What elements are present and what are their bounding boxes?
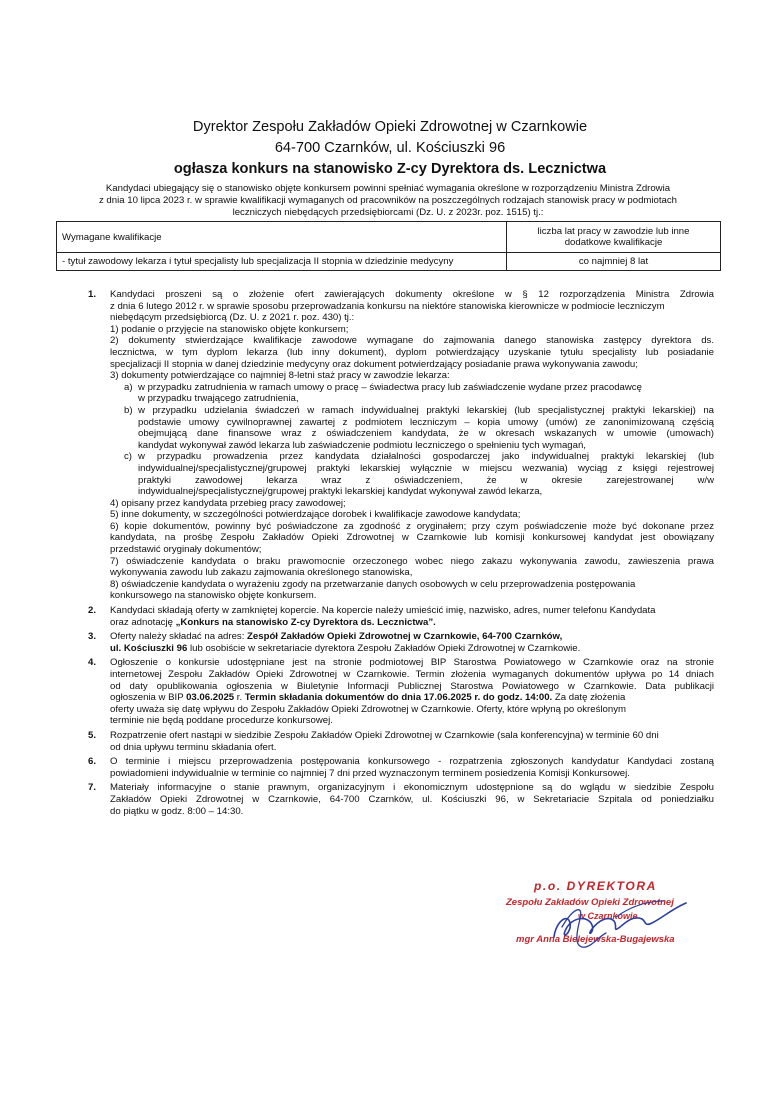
item-text: 7) oświadczenie kandydata o braku prawomocnie orzeczonego wobec niego zakazu wykonywania zawodu, zawieszenia prawa — [110, 555, 714, 567]
intro-paragraph — [60, 183, 716, 218]
item-text: 3) dokumenty potwierdzające co najmniej 8-letni staż pracy w zawodzie lekarza: — [110, 370, 450, 382]
item-text: do piątku w godz. 8:00 – 14:30. — [110, 805, 244, 817]
item-text: Ogłoszenie o konkursie udostępniane jest na stronie podmiotowej BIP Starostwa Powiatowego w Czarnkowie oraz na stronie — [110, 657, 714, 669]
sub-item-letter: a) — [124, 381, 133, 393]
item-text: z dnia 6 lutego 2012 r. w sprawie sposobu przeprowadzania konkursu na niektóre stanowiska kierownicze w podmiocie leczniczym — [110, 300, 665, 312]
item-text: indywidualnej/specjalistycznej/grupowej praktyki lekarskiej kandydat wykonywał zawód lekarza, — [138, 486, 543, 498]
item-text-bold: 03.06.2025 — [186, 692, 235, 704]
sub-item-letter: b) — [124, 404, 133, 416]
list-item — [88, 657, 714, 727]
item-text: Kandydaci proszeni są o złożenie ofert zawierających dokumenty określone w § 12 rozporządzenia Ministra Zdrowia — [110, 289, 714, 300]
item-text: wykonywania zawodu lub zakazu zajmowania określonego stanowiska, — [110, 567, 413, 579]
item-text: 5) inne dokumenty, w szczególności potwierdzające dorobek i kwalifikacje zawodowe kandydata; — [110, 509, 521, 521]
item-number: 4. — [88, 657, 97, 669]
item-text: przedstawić oryginały dokumentów; — [110, 544, 262, 556]
list-item — [88, 605, 714, 628]
stamp-institution: Zespołu Zakładów Opieki Zdrowotnej — [506, 897, 674, 908]
header-line-address: 64-700 Czarnków, ul. Kościuszki 96 — [274, 140, 506, 156]
list-item — [88, 730, 714, 753]
sub-item-b — [110, 405, 714, 451]
list-item — [88, 631, 714, 654]
item-text-bold: Zespół Zakładów Opieki Zdrowotnej w Czarnkowie, 64-700 Czarnków, — [247, 631, 563, 643]
item-number: 1. — [88, 289, 97, 300]
stamp-title: p.o. DYREKTORA — [534, 879, 657, 893]
item-text: 8) oświadczenie kandydata o wyrażeniu zgody na przetwarzanie danych osobowych w celu przeprowadzenia postępowania — [110, 578, 636, 590]
item-text: Materiały informacyjne o stanie prawnym, organizacyjnym i ekonomicznym udostępnione są do wglądu w siedzibie Zespołu — [110, 782, 714, 794]
list-item — [88, 289, 714, 602]
item-text: ogłoszenia w BIP — [110, 692, 187, 704]
item-text: od daty opublikowania ogłoszenia w Biuletynie Informacji Publicznej Starostwa Powiatowego w Czarnkowie. Data publikacji — [110, 680, 714, 692]
table-header-years-line: dodatkowe kwalifikacje — [564, 237, 663, 248]
stamp-city: w Czarnkowie — [578, 911, 638, 921]
item-text: od dnia upływu terminu składania ofert. — [110, 741, 277, 753]
requirements-table — [56, 221, 721, 271]
item-text: w przypadku trwającego zatrudnienia, — [138, 393, 299, 405]
item-text: Zakładów Opieki Zdrowotnej w Czarnkowie, 64-700 Czarnków, ul. Kościuszki 96, w Sekretariacie Szpitala od poniedziałku — [110, 793, 714, 805]
table-cell-qualification: - tytuł zawodowy lekarza i tytuł specjalisty lub specjalizacja II stopnia w dziedzinie medycyny — [57, 253, 507, 271]
item-number: 5. — [88, 729, 97, 741]
item-text: 6) kopie dokumentów, powinny być poświadczone za zgodność z oryginałem; przy czym poświadczenie może być dokonane przez — [110, 520, 714, 532]
item-number: 2. — [88, 605, 97, 617]
item-text: kandydata, na prośbę Zespołu Zakładów Opieki Zdrowotnej w Czarnkowie lub komisji konkursowej kandydat jest obowiązany — [110, 532, 714, 544]
item-text: powiadomieni indywidualnie w terminie co najmniej 7 dni przed wyznaczonym terminem posiedzenia Komisji Konkursowej. — [110, 767, 630, 779]
sub-item-a — [110, 382, 714, 405]
item-number: 3. — [88, 631, 97, 643]
item-text: Rozpatrzenie ofert nastąpi w siedzibie Zespołu Zakładów Opieki Zdrowotnej w Czarnkowie (sala konferencyjna) w terminie 60 dni — [110, 729, 659, 741]
document-header — [110, 117, 670, 180]
item-text: niebędącym przedsiębiorcą (Dz. U. z 2021 r. poz. 430) tj.: — [110, 312, 355, 324]
header-line-announcement: ogłasza konkurs na stanowisko Z-cy Dyrektora ds. Lecznictwa — [173, 161, 607, 177]
item-number: 6. — [88, 756, 97, 768]
item-text: O terminie i miejscu przeprowadzenia postępowania konkursowego - rozpatrzenia zgłoszonych kandydatur Kandydaci zostaną — [110, 756, 714, 768]
item-text: 1) podanie o przyjęcie na stanowisko objęte konkursem; — [110, 323, 349, 335]
list-item — [88, 782, 714, 817]
item-text: w przypadku prowadzenia przez kandydata działalności gospodarczej jako indywidualnej praktyki lekarskiej (lub — [138, 451, 714, 463]
numbered-list — [88, 289, 714, 820]
stamp-name: mgr Anna Bielejewska-Bugajewska — [516, 934, 675, 945]
table-header-years-line: liczba lat pracy w zawodzie lub inne — [537, 225, 690, 237]
item-text: Oferty należy składać na adres: — [110, 631, 248, 643]
table-row — [57, 253, 721, 271]
item-text: 4) opisany przez kandydata przebieg pracy zawodowej; — [110, 497, 346, 509]
item-text: praktyki zawodowej lekarza wraz z oświadczeniem, że w okresie zarejestrowanej w/w — [138, 474, 714, 486]
header-line-director: Dyrektor Zespołu Zakładów Opieki Zdrowotnej w Czarnkowie — [192, 119, 588, 135]
item-text: obejmującą dane finansowe wraz z oświadczeniem kandydata, że w okresach wskazanych w umowie (umowach) — [138, 428, 714, 440]
item-text-bold: „Konkurs na stanowisko Z-cy Dyrektora ds. Lecznictwa”. — [175, 616, 436, 628]
item-text: Za datę złożenia — [552, 692, 626, 704]
table-header-row — [57, 222, 721, 253]
intro-line: leczniczych niebędących przedsiębiorcami (Dz. U. z 2023r. poz. 1515) tj.: — [232, 206, 544, 218]
item-text: oferty uważa się datę wpływu do Zespołu Zakładów Opieki Zdrowotnej w Czarnkowie. Oferty, które wpłyną po określonym — [110, 703, 626, 715]
list-item — [88, 756, 714, 779]
item-text: indywidualnej/specjalistycznej/grupowej praktyki lekarskiej wyłącznie w miejscu wezwania) wyciąg z księgi rejestrowej — [138, 462, 714, 474]
item-text: oraz adnotację — [110, 616, 176, 628]
intro-line: z dnia 10 lipca 2023 r. w sprawie kwalifikacji wymaganych od pracowników na poszczególnych rodzajach stanowisk pracy w podmiotach — [98, 194, 678, 206]
item-text: konkursowego na stanowisko objęte konkursem. — [110, 590, 317, 602]
item-text: specjalizacji II stopnia w danej dziedzinie medycyny oraz dokument potwierdzający posiadanie prawa wykonywania zawodu; — [110, 358, 638, 370]
item-text: lub osobiście w sekretariacie dyrektora Zespołu Zakładów Opieki Zdrowotnej w Czarnkowie. — [187, 642, 581, 654]
item-text: kandydat wykonywał zawód lekarza lub zaświadczenie podmiotu leczniczego o spełnieniu tych wymagań, — [138, 439, 586, 451]
item-text: w przypadku udzielania świadczeń w ramach indywidualnej praktyki lekarskiej (lub specjalistycznej praktyki lekarskiej) na — [138, 404, 714, 416]
sub-item-letter: c) — [124, 451, 132, 463]
item-text: internetowej Zespołu Zakładów Opieki Zdrowotnej w Czarnkowie. Termin złożenia wymaganych dokumentów upływa po 14 dniach — [110, 669, 714, 680]
item-text: w przypadku zatrudnienia w ramach umowy o pracę – świadectwa pracy lub zaświadczenie wydane przez pracodawcę — [138, 381, 642, 393]
item-text-bold: Termin składania dokumentów do dnia 17.06.2025 r. do godz. 14:00. — [244, 692, 553, 704]
item-text: terminie nie będą poddane procedurze konkursowej. — [110, 715, 333, 727]
item-text: Kandydaci składają oferty w zamkniętej kopercie. Na kopercie należy umieścić imię, nazwisko, adres, numer telefonu Kandydata — [110, 605, 656, 617]
intro-line: Kandydaci ubiegający się o stanowisko objęte konkursem powinni spełniać wymagania określone w rozporządzeniu Ministra Zdrowia — [105, 183, 671, 194]
item-text: 2) dokumenty stwierdzające kwalifikacje zawodowe wymagane do zajmowania danego stanowiska zastępcy dyrektora ds. — [110, 335, 714, 347]
item-text: r. — [234, 692, 245, 704]
item-text-bold: ul. Kościuszki 96 — [110, 642, 188, 654]
item-text: lecznictwa, w tym dyplom lekarza (lub inny dokument), dyplom potwierdzający uzyskanie tytułu specjalisty lub posiadanie — [110, 346, 714, 358]
handwritten-signature-icon — [496, 879, 716, 964]
table-header-years — [507, 222, 721, 253]
director-stamp — [496, 879, 716, 964]
item-text: podstawie umowy cywilnoprawnej zawartej z podmiotem leczniczym – kopia umowy (umów) ze zanonimizowaną częścią — [138, 416, 714, 428]
table-cell-years: co najmniej 8 lat — [507, 253, 721, 271]
table-header-qualifications: Wymagane kwalifikacje — [57, 222, 507, 253]
item-number: 7. — [88, 782, 97, 794]
sub-item-c — [110, 451, 714, 497]
